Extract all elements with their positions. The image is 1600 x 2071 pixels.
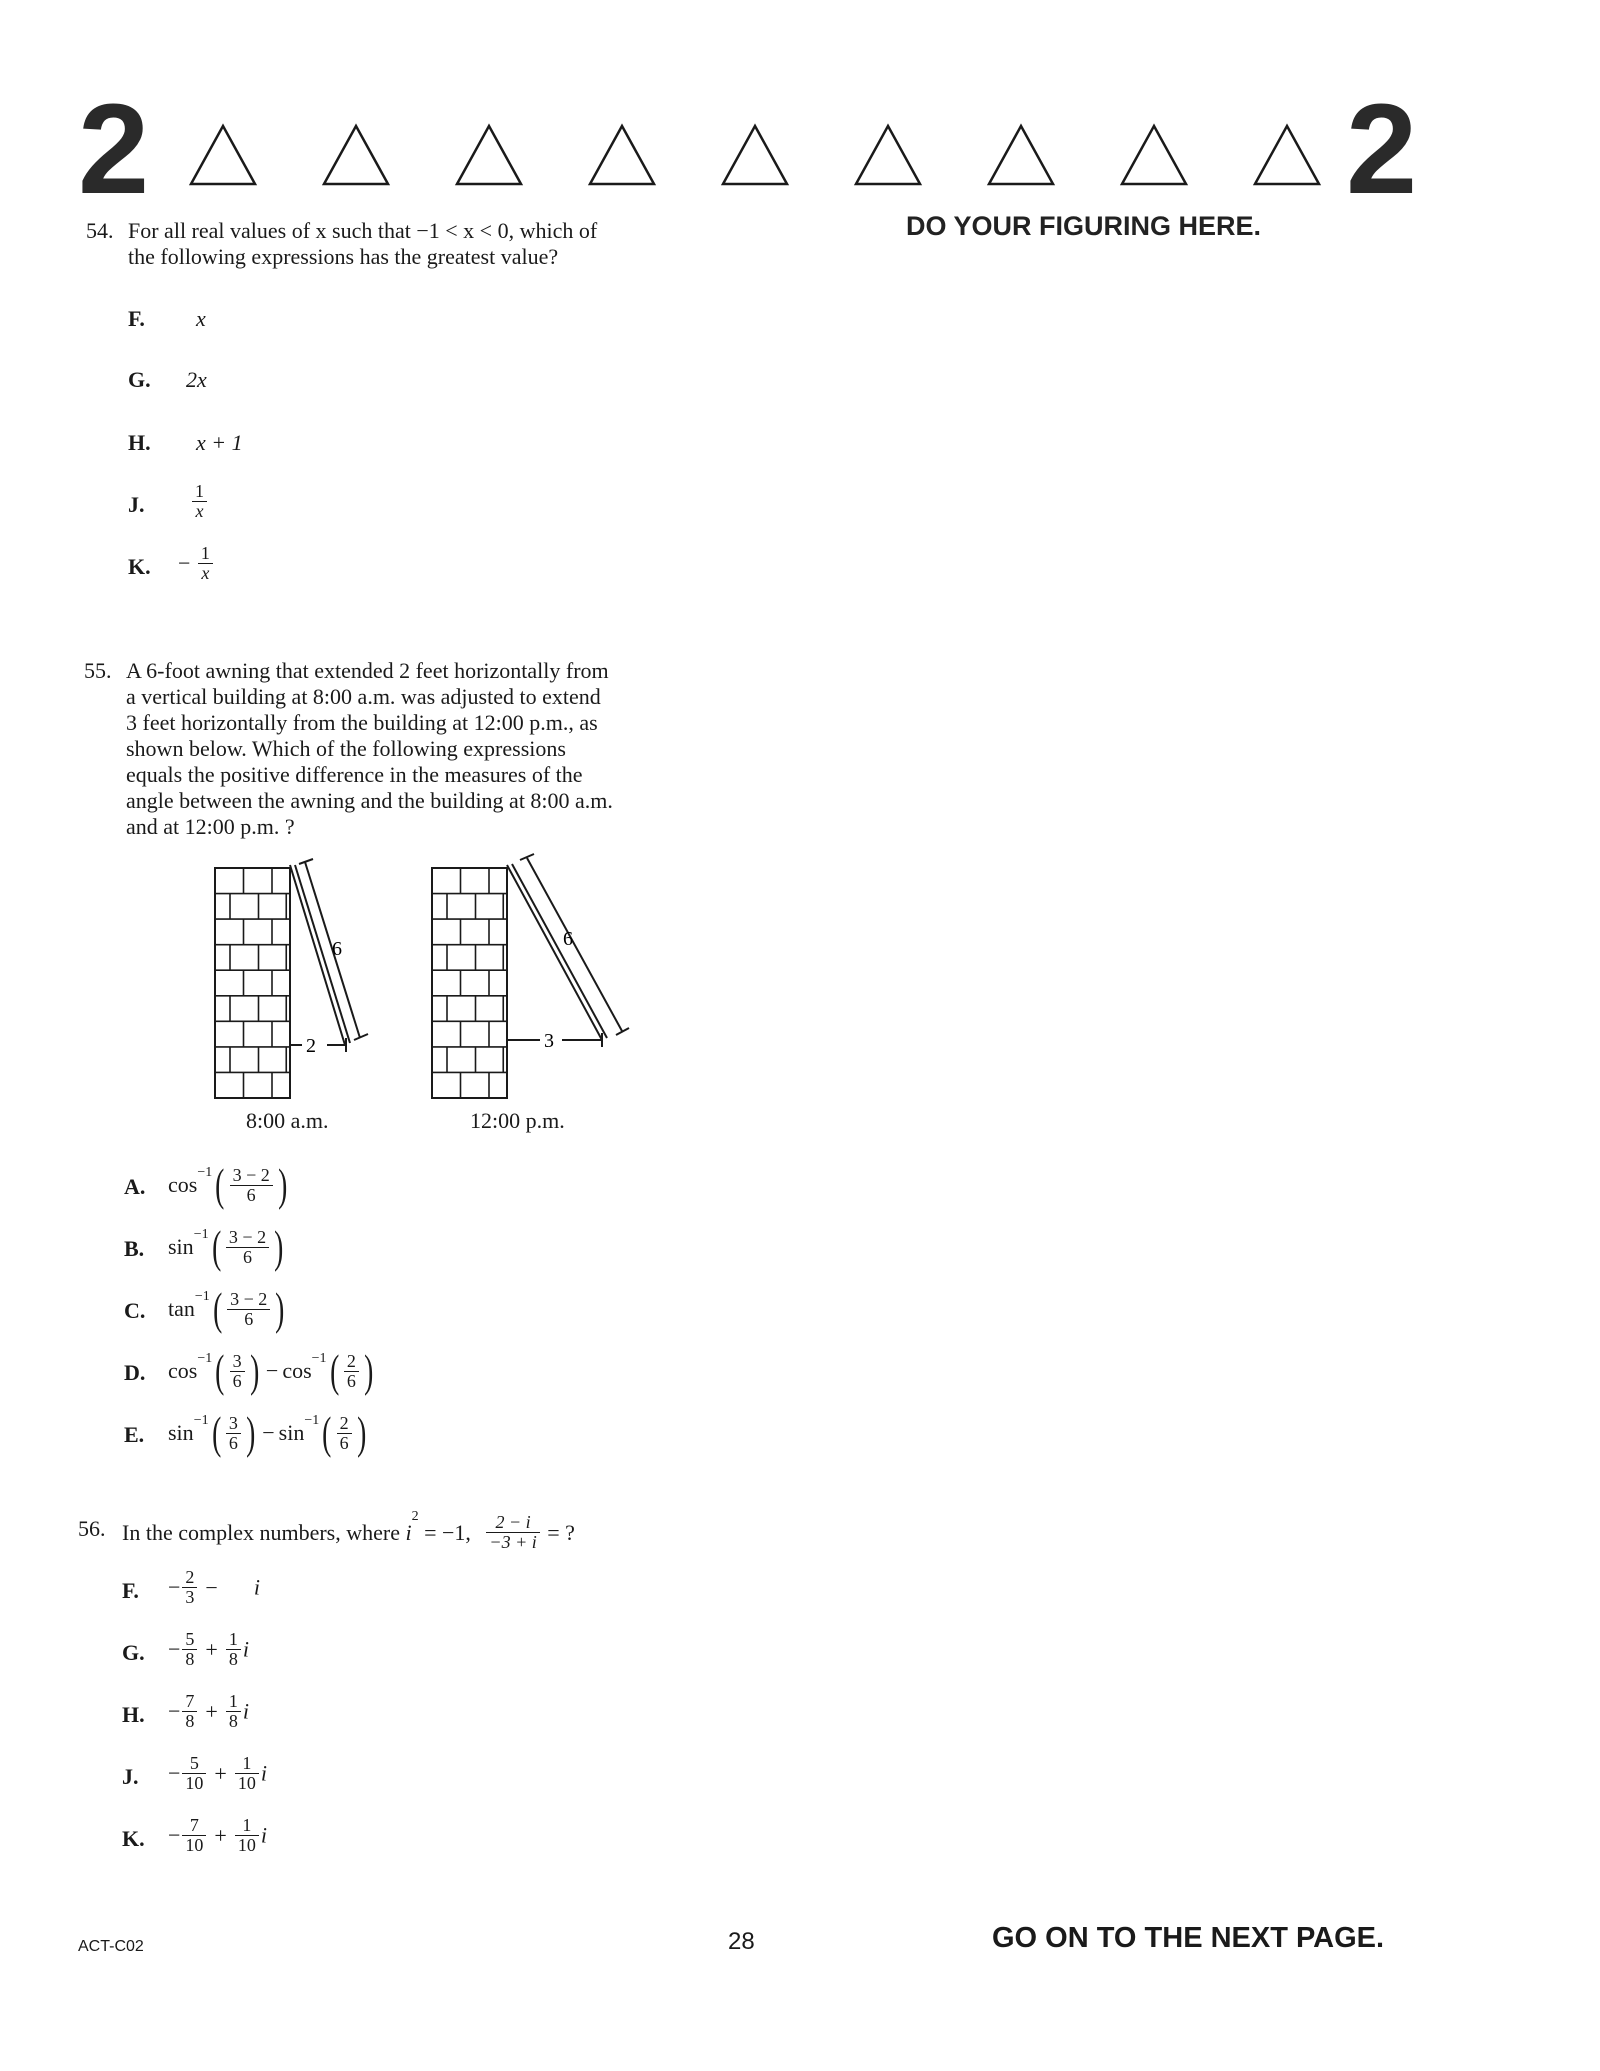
dimension-tick (616, 1028, 629, 1035)
building-right (432, 868, 507, 1098)
fraction: $\frac{1}{10}$ (235, 1816, 259, 1855)
awning-left (290, 859, 368, 1052)
fraction: $\frac{2 - i}{-3 + i}$ (486, 1513, 539, 1552)
option-letter: C. (124, 1298, 146, 1323)
fraction: $\frac{1}{x}$ (198, 544, 213, 583)
awning-length-label: 6 (332, 938, 342, 960)
section-number-left: 2 (78, 78, 150, 221)
option-letter: F. (122, 1578, 139, 1603)
section-banner (78, 78, 1428, 221)
question-stem-line: A 6-foot awning that extended 2 feet horizontally from (126, 658, 609, 683)
option-text: x + 1 (196, 430, 243, 455)
fraction: $\frac{7}{8}$ (182, 1692, 197, 1731)
option-text: x (196, 306, 206, 331)
triangle-outline-icon (986, 123, 1056, 187)
building-left (215, 868, 290, 1098)
option-text: 2x (186, 367, 207, 392)
fraction: $\frac{3 - 2}{6}$ (230, 1166, 273, 1205)
option-letter: H. (128, 430, 151, 455)
option-letter: H. (122, 1702, 145, 1727)
option-letter: J. (122, 1764, 139, 1789)
question-number: 56. (78, 1516, 106, 1541)
awning-line (507, 865, 602, 1040)
section-number-right: 2 (1346, 78, 1418, 221)
page-number: 28 (728, 1928, 755, 1955)
awning-right (507, 854, 629, 1047)
triangle-outline-icon (853, 123, 923, 187)
fraction: $\frac{3 - 2}{6}$ (227, 1290, 270, 1329)
option-letter: D. (124, 1360, 146, 1385)
question-stem-line: shown below. Which of the following expressions (126, 736, 566, 761)
building-wall (432, 868, 507, 1098)
fraction: $\frac{1}{x}$ (192, 482, 207, 521)
fraction: $\frac{2}{6}$ (337, 1414, 352, 1453)
option-letter: A. (124, 1174, 146, 1199)
question-stem-line: the following expressions has the greatest value? (128, 244, 559, 269)
dimension-tick (354, 1034, 368, 1040)
triangle-outline-icon (587, 123, 657, 187)
figure-caption: 8:00 a.m. (246, 1108, 329, 1133)
option-letter: G. (122, 1640, 145, 1665)
figure-caption: 12:00 p.m. (470, 1108, 565, 1133)
fraction: $\frac{7}{10}$ (182, 1816, 206, 1855)
triangle-outline-icon (1119, 123, 1189, 187)
option-letter: J. (128, 492, 145, 517)
question-number: 54. (86, 218, 114, 243)
figuring-label: DO YOUR FIGURING HERE. (906, 211, 1262, 241)
awning-length-label: 6 (563, 928, 573, 950)
fraction: $\frac{5}{8}$ (182, 1630, 197, 1669)
option-letter: E. (124, 1422, 145, 1447)
question-stem-line: angle between the awning and the building at 8:00 a.m. (126, 788, 613, 813)
triangle-outline-icon (720, 123, 790, 187)
fraction: $\frac{5}{10}$ (182, 1754, 206, 1793)
triangle-outline-icon (1252, 123, 1322, 187)
option-letter: B. (124, 1236, 145, 1261)
question-stem: In the complex numbers, where $i^2 = -1$, $\frac{2 - i}{-3 + i}$ = ? (122, 1509, 575, 1553)
fraction: $\frac{2}{6}$ (344, 1352, 359, 1391)
fraction: $\frac{3}{6}$ (230, 1352, 245, 1391)
option-letter: K. (122, 1826, 145, 1851)
next-page-instruction: GO ON TO THE NEXT PAGE. (992, 1922, 1385, 1954)
question-stem-line: and at 12:00 p.m. ? (126, 814, 295, 839)
fraction: $\frac{1}{8}$ (226, 1692, 241, 1731)
awning-line (512, 864, 607, 1038)
fraction: $\frac{3}{6}$ (226, 1414, 241, 1453)
fraction: $\frac{2}{3}$ (182, 1568, 197, 1607)
triangle-outline-icon (321, 123, 391, 187)
fraction: $\frac{1}{10}$ (235, 1754, 259, 1793)
fraction: $\frac{1}{8}$ (226, 1630, 241, 1669)
triangle-outline-icon (454, 123, 524, 187)
awning-figure (205, 850, 635, 1100)
question-number: 55. (84, 658, 112, 683)
option-letter: F. (128, 306, 145, 331)
question-stem-line: a vertical building at 8:00 a.m. was adjusted to extend (126, 684, 601, 709)
triangle-outline-icon (188, 123, 258, 187)
horizontal-length-label: 3 (544, 1030, 554, 1052)
building-wall (215, 868, 290, 1098)
option-letter: G. (128, 367, 151, 392)
horizontal-length-label: 2 (306, 1035, 316, 1057)
question-stem-line: For all real values of x such that −1 < x < 0, which of (128, 218, 598, 243)
dimension-line (527, 858, 622, 1031)
fraction: $\frac{3 - 2}{6}$ (226, 1228, 269, 1267)
option-prefix: − (178, 550, 191, 576)
question-stem-line: equals the positive difference in the measures of the (126, 762, 583, 787)
option-letter: K. (128, 554, 151, 579)
question-stem-line: 3 feet horizontally from the building at 12:00 p.m., as (126, 710, 598, 735)
test-code: ACT-C02 (78, 1938, 144, 1955)
